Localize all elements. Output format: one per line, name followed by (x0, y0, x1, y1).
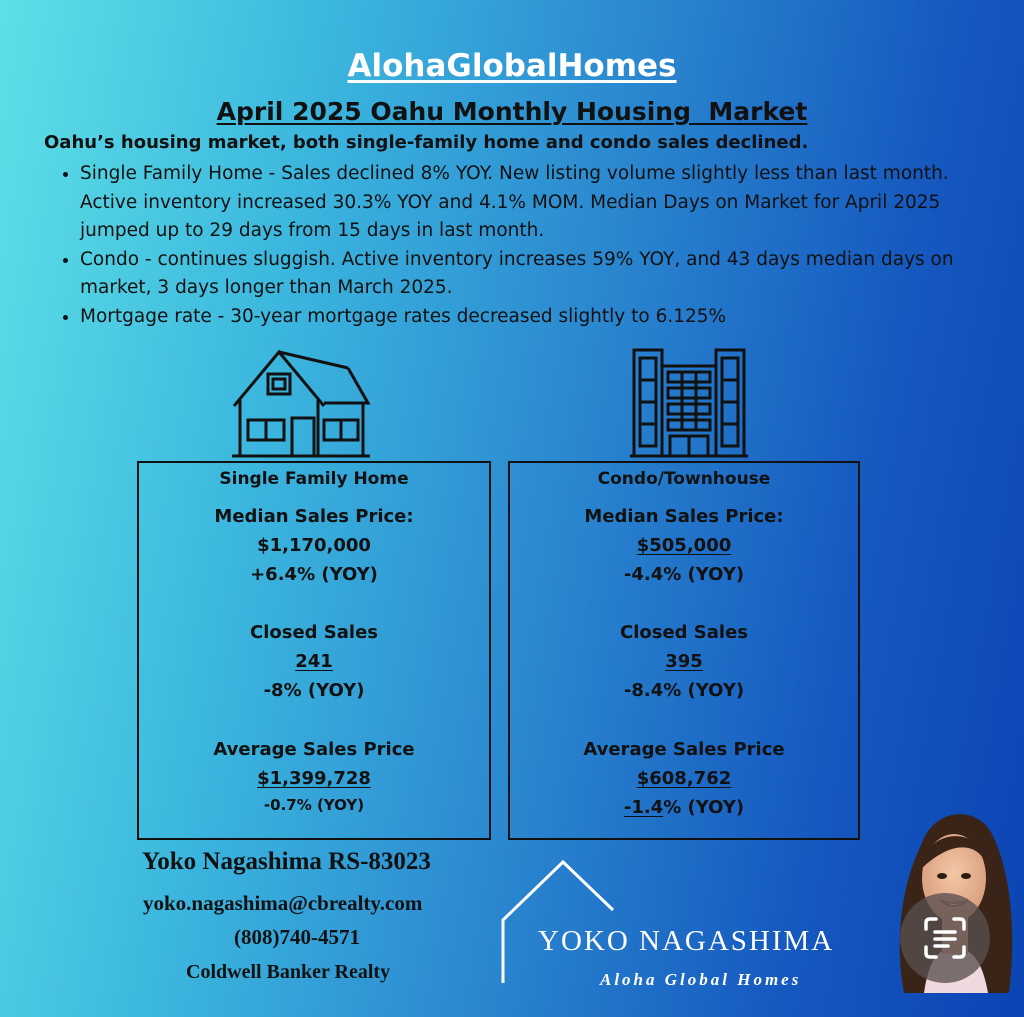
bullet-single-family: • Single Family Home - Sales declined 8% YOY. New listing volume slightly less than last month. Active inventory increased 30.3% YOY and 4.1% MOM. Median Days on Market for April 2025 jumped up to 29 days from 15 days in last month. (80, 160, 1010, 246)
closed-value: 241 (295, 651, 333, 672)
closed-change: -8% (YOY) (263, 680, 365, 701)
logo-tagline: Aloha Global Homes (600, 970, 802, 989)
average-change (510, 797, 858, 818)
summary-headline: Oahu’s housing market, both single-family home and condo sales declined. (44, 132, 809, 153)
closed-label: Closed Sales (249, 622, 379, 643)
median-change: -4.4% (YOY) (623, 564, 745, 585)
single-family-card (137, 461, 491, 840)
summary-list (56, 160, 1010, 331)
agent-phone[interactable]: (808)740-4571 (234, 925, 360, 949)
page-title: April 2025 Oahu Monthly Housing Market (216, 97, 808, 126)
brand-title: AlohaGlobalHomes (347, 48, 677, 84)
closed-value: 395 (665, 651, 703, 672)
median-label: Median Sales Price: (214, 506, 414, 527)
closed-label: Closed Sales (619, 622, 749, 643)
median-label: Median Sales Price: (584, 506, 784, 527)
closed-change: -8.4% (YOY) (623, 680, 745, 701)
median-value: $505,000 (636, 535, 732, 556)
average-label: Average Sales Price (213, 739, 415, 760)
agent-email[interactable]: yoko.nagashima@cbrealty.com (143, 891, 423, 915)
roof-logo-icon (495, 858, 635, 988)
card-title: Single Family Home (219, 469, 409, 489)
average-value: $1,399,728 (257, 768, 371, 789)
median-value: $1,170,000 (257, 535, 371, 556)
average-change-suffix: % (YOY) (663, 797, 745, 818)
median-change: +6.4% (YOY) (250, 564, 378, 585)
bullet-condo: • Condo - continues sluggish. Active inventory increases 59% YOY, and 43 days median days on market, 3 days longer than March 2025. (80, 246, 1010, 303)
house-icon (230, 348, 372, 460)
card-title: Condo/Townhouse (597, 469, 771, 489)
bullet-mortgage: • Mortgage rate - 30-year mortgage rates decreased slightly to 6.125% (80, 303, 1010, 332)
scan-text-icon (920, 913, 970, 963)
condo-card (508, 461, 860, 840)
average-label: Average Sales Price (583, 739, 785, 760)
building-icon (630, 348, 748, 460)
agent-name: Yoko Nagashima RS-83023 (142, 848, 431, 875)
logo-name: YOKO NAGASHIMA (538, 925, 835, 957)
average-change: -0.7% (YOY) (263, 796, 365, 814)
agent-company: Coldwell Banker Realty (186, 961, 391, 983)
scan-text-button[interactable] (900, 893, 990, 983)
average-value: $608,762 (636, 768, 732, 789)
average-change-number: -1.4 (623, 797, 664, 818)
